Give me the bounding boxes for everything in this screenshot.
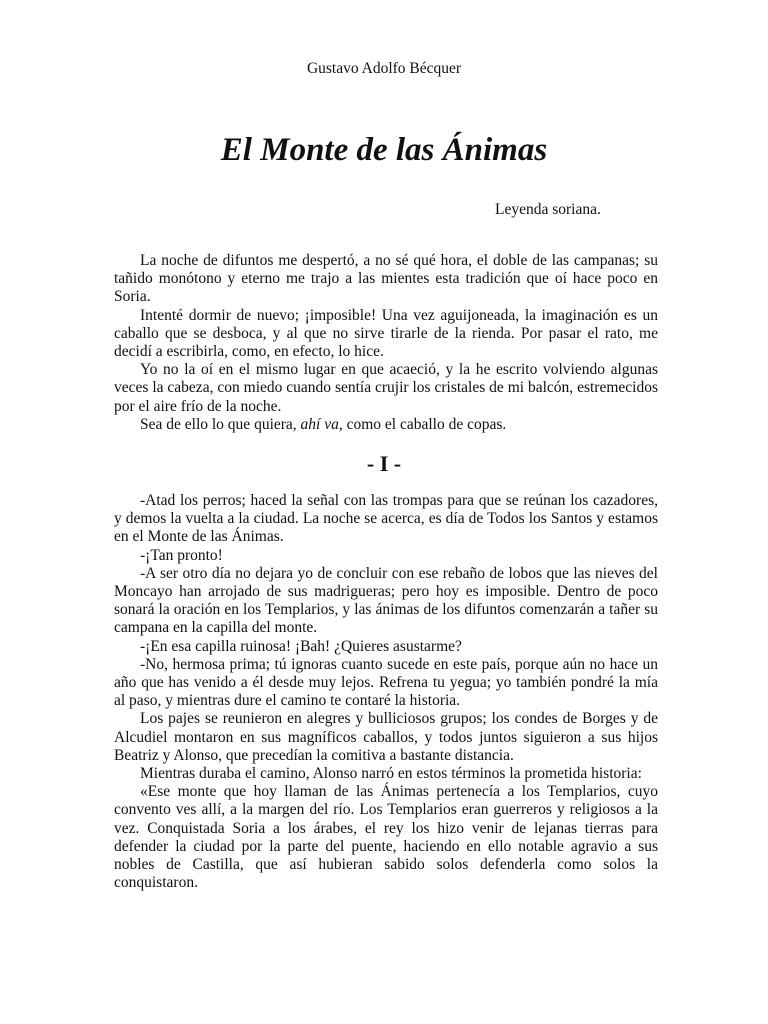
paragraph: Mientras duraba el camino, Alonso narró en estos términos la prometida historia: bbox=[140, 765, 642, 783]
paragraph: -¡Tan pronto! bbox=[140, 546, 223, 564]
paragraph: «Ese monte que hoy llaman de las Ánimas pertenecía a los Templarios, cuyo convento ves allí, a la margen del río. Los Templarios eran guerreros y religiosos a la vez. Conquistada Soria a los árabes, el rey los hizo venir de lejanas tierras para defender la ciudad por la parte del puente, haciendo en ello notable agravio a sus nobles de Castilla, que así hubieran sabido solos defenderla como solos la conquistaron. bbox=[114, 783, 658, 892]
paragraph: Los pajes se reunieron en alegres y bulliciosos grupos; los condes de Borges y de Alcudiel montaron en sus magníficos caballos, y todos juntos siguieron a sus hijos Beatriz y Alonso, que precedían la comitiva a bastante distancia. bbox=[114, 710, 658, 764]
paragraph-text: Sea de ello lo que quiera, bbox=[140, 415, 301, 433]
paragraph-text: , como el caballo de copas. bbox=[338, 415, 507, 433]
paragraph: -No, hermosa prima; tú ignoras cuanto sucede en este país, porque aún no hace un año que has venido a él desde muy lejos. Refrena tu yegua; yo también pondré la mía al paso, y mientras dure el camino te contaré la historia. bbox=[114, 655, 658, 710]
italic-phrase: ahí va bbox=[300, 415, 339, 433]
story-subtitle: Leyenda soriana. bbox=[495, 201, 601, 218]
paragraph: Yo no la oí en el mismo lugar en que acaeció, y la he escrito volviendo algunas veces la cabeza, con miedo cuando sentía crujir los cristales de mi balcón, estremecidos por el aire frío de la noche. bbox=[114, 361, 658, 415]
paragraph: -Atad los perros; haced la señal con las trompas para que se reúnan los cazadores, y demos la vuelta a la ciudad. La noche se acerca, es día de Todos los Santos y estamos en el Monte de las Ánimas. bbox=[114, 492, 658, 546]
paragraph: Intenté dormir de nuevo; ¡imposible! Una vez aguijoneada, la imaginación es un caballo que se desboca, y al que no sirve tirarle de la rienda. Por pasar el rato, me decidí a escribirla, como, en efecto, lo hice. bbox=[114, 306, 658, 361]
paragraph: -¡En esa capilla ruinosa! ¡Bah! ¿Quieres asustarme? bbox=[140, 637, 462, 655]
story-title: El Monte de las Ánimas bbox=[220, 132, 548, 168]
chapter-section bbox=[114, 492, 658, 892]
paragraph bbox=[114, 416, 658, 434]
author-name: Gustavo Adolfo Bécquer bbox=[306, 60, 462, 77]
chapter-heading: - I - bbox=[366, 451, 402, 476]
intro-section bbox=[114, 252, 658, 434]
paragraph: -A ser otro día no dejara yo de concluir con ese rebaño de lobos que las nieves del Moncayo han arrojado de sus madrigueras; pero hoy es imposible. Dentro de poco sonará la oración en los Templarios, y las ánimas de los difuntos comenzarán a tañer su campana en la capilla del monte. bbox=[114, 564, 658, 637]
paragraph: La noche de difuntos me despertó, a no sé qué hora, el doble de las campanas; su tañido monótono y eterno me trajo a las mientes esta tradición que oí hace poco en Soria. bbox=[114, 252, 658, 306]
